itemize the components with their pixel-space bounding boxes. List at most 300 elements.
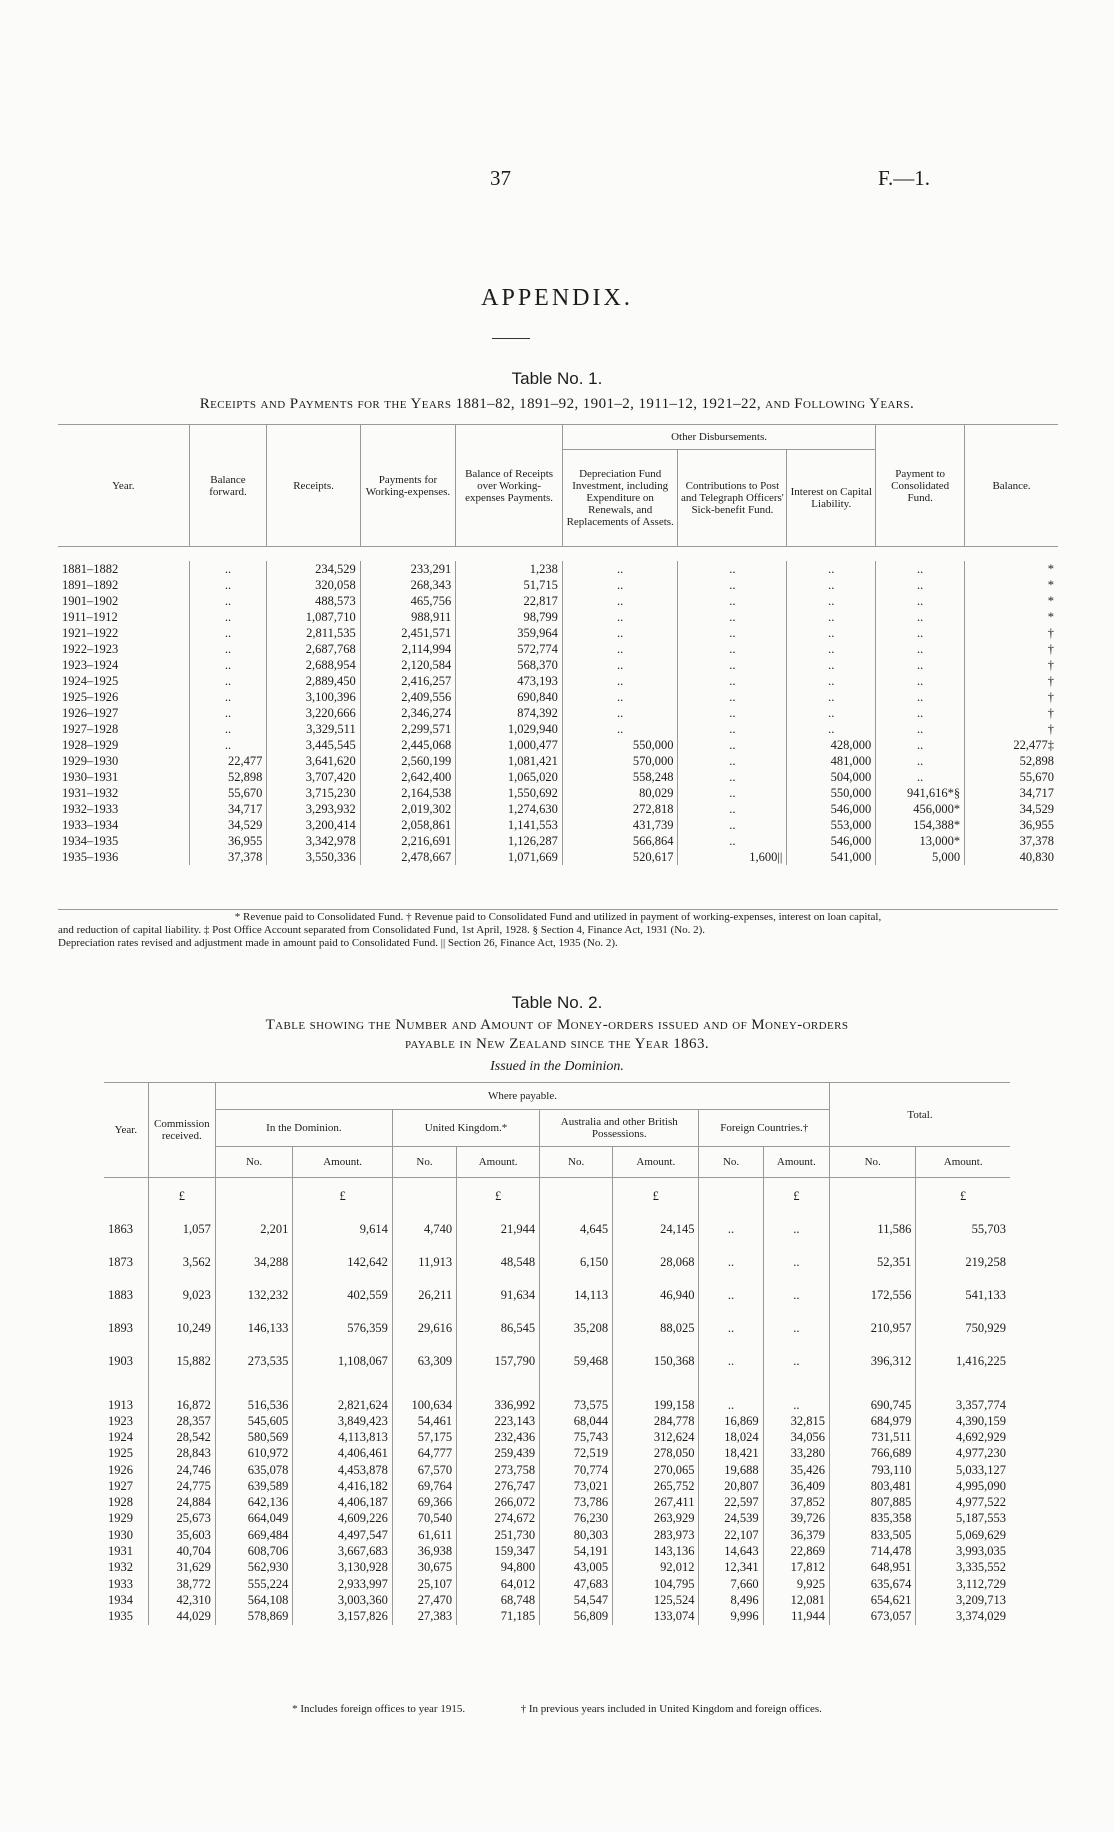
table-cell: 30,675 bbox=[392, 1560, 456, 1576]
table-cell: 1924–1925 bbox=[62, 673, 119, 688]
table-cell: 3,209,713 bbox=[916, 1592, 1010, 1608]
table-cell: .. bbox=[699, 1336, 763, 1369]
table-cell: 2,889,450 bbox=[267, 673, 360, 689]
table-cell: 359,964 bbox=[456, 625, 563, 641]
table-cell: 465,756 bbox=[360, 593, 456, 609]
table-cell: 2,478,667 bbox=[360, 849, 456, 865]
table-cell: 29,616 bbox=[392, 1303, 456, 1336]
table-cell: 750,929 bbox=[916, 1303, 1010, 1336]
t2-footnote: † In previous years included in United Kingdom and foreign offices. bbox=[520, 1703, 822, 1715]
table-cell: 473,193 bbox=[456, 673, 563, 689]
table-cell: .. bbox=[876, 593, 965, 609]
table-cell: 9,023 bbox=[148, 1270, 215, 1303]
table-row bbox=[58, 689, 1058, 705]
table-cell: 210,957 bbox=[830, 1303, 916, 1336]
table-cell: 550,000 bbox=[787, 785, 876, 801]
table-cell: 22,597 bbox=[699, 1494, 763, 1510]
table-cell: 34,529 bbox=[965, 801, 1058, 817]
table2-footnotes bbox=[0, 1703, 1114, 1715]
table-cell: 3,100,396 bbox=[267, 689, 360, 705]
table-cell: 37,378 bbox=[965, 833, 1058, 849]
table-cell: 516,536 bbox=[215, 1369, 292, 1413]
table-cell: 36,938 bbox=[392, 1543, 456, 1559]
table-row bbox=[104, 1527, 1010, 1543]
table-cell: .. bbox=[699, 1369, 763, 1413]
table-cell: 3,993,035 bbox=[916, 1543, 1010, 1559]
table-cell: .. bbox=[876, 625, 965, 641]
table-cell: .. bbox=[678, 785, 787, 801]
table-cell: 431,739 bbox=[562, 817, 678, 833]
table-cell: * bbox=[965, 609, 1058, 625]
table-cell: 1922–1923 bbox=[62, 641, 119, 656]
table-cell: 272,818 bbox=[562, 801, 678, 817]
table-cell: 3,357,774 bbox=[916, 1369, 1010, 1413]
table2 bbox=[104, 1082, 1010, 1625]
table-cell: 18,024 bbox=[699, 1429, 763, 1445]
table-cell: 1923–1924 bbox=[62, 657, 119, 672]
table-cell: 28,357 bbox=[148, 1413, 215, 1429]
table-cell: 1931–1932 bbox=[62, 785, 119, 800]
t1-footnote: Depreciation rates revised and adjustment made in amount paid to Consolidated Fund. || Section 26, Finance Act, 1935 (No. 2). bbox=[58, 937, 618, 949]
table-cell: 12,081 bbox=[763, 1592, 829, 1608]
table-cell: 520,617 bbox=[562, 849, 678, 865]
table-cell: 17,812 bbox=[763, 1560, 829, 1576]
table-cell: 251,730 bbox=[457, 1527, 540, 1543]
t2-pound-sign: £ bbox=[148, 1178, 215, 1205]
table-cell: 54,461 bbox=[392, 1413, 456, 1429]
table-cell: .. bbox=[189, 609, 267, 625]
table-cell: 312,624 bbox=[613, 1429, 699, 1445]
table-cell: 2,688,954 bbox=[267, 657, 360, 673]
table-cell: 43,005 bbox=[540, 1560, 613, 1576]
table-cell: 273,758 bbox=[457, 1462, 540, 1478]
table-cell: 1,274,630 bbox=[456, 801, 563, 817]
table-cell: .. bbox=[787, 609, 876, 625]
t2-header-uk: United Kingdom.* bbox=[392, 1110, 539, 1147]
table1-footnotes bbox=[58, 909, 1058, 950]
table-cell: 2,933,997 bbox=[293, 1576, 393, 1592]
table2-issued-label: Issued in the Dominion. bbox=[490, 1059, 624, 1074]
table-cell: 19,688 bbox=[699, 1462, 763, 1478]
t2-header-amount: Amount. bbox=[457, 1147, 540, 1178]
table-cell: 2,216,691 bbox=[360, 833, 456, 849]
table-cell: 488,573 bbox=[267, 593, 360, 609]
table-cell: 1,000,477 bbox=[456, 737, 563, 753]
table-cell: .. bbox=[678, 753, 787, 769]
page-number: 37 bbox=[490, 166, 511, 190]
table-cell: 92,012 bbox=[613, 1560, 699, 1576]
appendix-heading: APPENDIX. bbox=[481, 285, 633, 311]
table-cell: 3,707,420 bbox=[267, 769, 360, 785]
table-cell: .. bbox=[787, 641, 876, 657]
table-cell: 642,136 bbox=[215, 1494, 292, 1510]
table-cell: 731,511 bbox=[830, 1429, 916, 1445]
table-cell: 80,029 bbox=[562, 785, 678, 801]
table-cell: 2,299,571 bbox=[360, 721, 456, 737]
table-cell: 1,126,287 bbox=[456, 833, 563, 849]
table-cell: 35,208 bbox=[540, 1303, 613, 1336]
table-cell: 2,019,302 bbox=[360, 801, 456, 817]
table-cell: 4,390,159 bbox=[916, 1413, 1010, 1429]
table-cell: .. bbox=[787, 625, 876, 641]
table-cell: 4,113,813 bbox=[293, 1429, 393, 1445]
t1-header-depreciation: Depreciation Fund Investment, including Expenditure on Renewals, and Replacements of Assets. bbox=[562, 450, 678, 547]
table-cell: 1934 bbox=[108, 1592, 133, 1607]
table-cell: 34,056 bbox=[763, 1429, 829, 1445]
table-cell: 1930 bbox=[108, 1527, 133, 1542]
table-cell: 5,187,553 bbox=[916, 1511, 1010, 1527]
table-cell: 546,000 bbox=[787, 833, 876, 849]
table-cell: † bbox=[965, 641, 1058, 657]
table-cell: .. bbox=[763, 1303, 829, 1336]
table-cell: 1929–1930 bbox=[62, 753, 119, 768]
table-cell: 1928 bbox=[108, 1495, 133, 1510]
t2-subtitle-line: payable in New Zealand since the Year 1863. bbox=[404, 1036, 710, 1052]
table-cell: 2,416,257 bbox=[360, 673, 456, 689]
table-cell: 24,539 bbox=[699, 1511, 763, 1527]
table-cell: 2,560,199 bbox=[360, 753, 456, 769]
table-cell: 15,882 bbox=[148, 1336, 215, 1369]
table-cell: 36,955 bbox=[189, 833, 267, 849]
table-cell: 4,977,230 bbox=[916, 1446, 1010, 1462]
table-cell: 40,704 bbox=[148, 1543, 215, 1559]
table-cell: 22,107 bbox=[699, 1527, 763, 1543]
table-cell: 52,898 bbox=[189, 769, 267, 785]
table-cell: .. bbox=[763, 1369, 829, 1413]
table-cell: 125,524 bbox=[613, 1592, 699, 1608]
table-cell: 2,821,624 bbox=[293, 1369, 393, 1413]
table-row bbox=[104, 1204, 1010, 1237]
table-cell: 1913 bbox=[108, 1398, 133, 1412]
table-cell: 150,368 bbox=[613, 1336, 699, 1369]
table-row bbox=[58, 641, 1058, 657]
table-row bbox=[104, 1511, 1010, 1527]
t2-header-amount: Amount. bbox=[293, 1147, 393, 1178]
table-cell: 1932 bbox=[108, 1560, 133, 1575]
table-cell: 51,715 bbox=[456, 577, 563, 593]
table-cell: .. bbox=[189, 657, 267, 673]
t2-header-total: Total. bbox=[830, 1083, 1010, 1147]
table-row bbox=[58, 609, 1058, 625]
table-cell: 154,388* bbox=[876, 817, 965, 833]
table-cell: 7,660 bbox=[699, 1576, 763, 1592]
table-cell: 4,740 bbox=[392, 1204, 456, 1237]
table-cell: 40,830 bbox=[965, 849, 1058, 865]
table-row bbox=[58, 657, 1058, 673]
table-cell: .. bbox=[787, 593, 876, 609]
table-cell: 1933–1934 bbox=[62, 817, 119, 832]
table-cell: .. bbox=[678, 577, 787, 593]
table-cell: .. bbox=[876, 561, 965, 577]
table-cell: 1883 bbox=[108, 1288, 133, 1302]
table-cell: 2,445,068 bbox=[360, 737, 456, 753]
table-cell: .. bbox=[699, 1270, 763, 1303]
table-cell: 803,481 bbox=[830, 1478, 916, 1494]
table-cell: .. bbox=[876, 577, 965, 593]
table-cell: 2,164,538 bbox=[360, 785, 456, 801]
table-cell: .. bbox=[678, 705, 787, 721]
table2-title: Table No. 2. bbox=[511, 993, 603, 1012]
table-cell: 5,069,629 bbox=[916, 1527, 1010, 1543]
table-cell: 654,621 bbox=[830, 1592, 916, 1608]
table-cell: .. bbox=[189, 561, 267, 577]
table-cell: .. bbox=[562, 721, 678, 737]
table-cell: 22,477‡ bbox=[965, 737, 1058, 753]
table-cell: 4,416,182 bbox=[293, 1478, 393, 1494]
table-cell: .. bbox=[562, 657, 678, 673]
table-cell: .. bbox=[189, 577, 267, 593]
table-row bbox=[104, 1303, 1010, 1336]
table-cell: 568,370 bbox=[456, 657, 563, 673]
table-row bbox=[58, 625, 1058, 641]
table-cell: 1929 bbox=[108, 1511, 133, 1526]
table-row bbox=[58, 753, 1058, 769]
table-cell: 2,811,535 bbox=[267, 625, 360, 641]
table-cell: 3,130,928 bbox=[293, 1560, 393, 1576]
table-cell: 276,747 bbox=[457, 1478, 540, 1494]
table-cell: 1932–1933 bbox=[62, 801, 119, 816]
table-cell: .. bbox=[562, 673, 678, 689]
table-cell: 553,000 bbox=[787, 817, 876, 833]
table-row bbox=[104, 1446, 1010, 1462]
table-cell: 1891–1892 bbox=[62, 577, 119, 592]
table-cell: 157,790 bbox=[457, 1336, 540, 1369]
table-row bbox=[58, 593, 1058, 609]
table-cell: .. bbox=[678, 833, 787, 849]
table-cell: 3,200,414 bbox=[267, 817, 360, 833]
table-cell: 1863 bbox=[108, 1222, 133, 1236]
table-cell: 1881–1882 bbox=[62, 561, 119, 576]
table-cell: 24,775 bbox=[148, 1478, 215, 1494]
t1-footnote: and reduction of capital liability. ‡ Post Office Account separated from Consolidated Fund, 1st April, 1928. § Section 4, Finance Act, 1931 (No. 2). bbox=[58, 924, 706, 936]
table-cell: 21,944 bbox=[457, 1204, 540, 1237]
table-cell: 1926–1927 bbox=[62, 705, 119, 720]
table-cell: 59,468 bbox=[540, 1336, 613, 1369]
table-cell: 481,000 bbox=[787, 753, 876, 769]
table-cell: .. bbox=[678, 657, 787, 673]
table-cell: 807,885 bbox=[830, 1494, 916, 1510]
table-cell: 159,347 bbox=[457, 1543, 540, 1559]
table-cell: 580,569 bbox=[215, 1429, 292, 1445]
table-cell: 793,110 bbox=[830, 1462, 916, 1478]
table-cell: 3,335,552 bbox=[916, 1560, 1010, 1576]
table-cell: 2,409,556 bbox=[360, 689, 456, 705]
t1-footnote: * Revenue paid to Consolidated Fund. † Revenue paid to Consolidated Fund and utilized in payment of working-expenses, interest on loan capital, bbox=[234, 911, 882, 923]
table-cell: 320,058 bbox=[267, 577, 360, 593]
table-cell: 133,074 bbox=[613, 1609, 699, 1625]
table-cell: 69,764 bbox=[392, 1478, 456, 1494]
table-cell: 24,145 bbox=[613, 1204, 699, 1237]
table-cell: 88,025 bbox=[613, 1303, 699, 1336]
table-cell: 5,033,127 bbox=[916, 1462, 1010, 1478]
table-row bbox=[104, 1543, 1010, 1559]
table-cell: .. bbox=[678, 817, 787, 833]
table-cell: .. bbox=[787, 657, 876, 673]
table-cell: 35,426 bbox=[763, 1462, 829, 1478]
table-cell: 4,995,090 bbox=[916, 1478, 1010, 1494]
table-cell: 1925 bbox=[108, 1446, 133, 1461]
t2-header-where-payable: Where payable. bbox=[215, 1083, 829, 1110]
table-cell: 608,706 bbox=[215, 1543, 292, 1559]
table-cell: 1927 bbox=[108, 1478, 133, 1493]
table-cell: 9,996 bbox=[699, 1609, 763, 1625]
table-cell: 714,478 bbox=[830, 1543, 916, 1559]
table-cell: 610,972 bbox=[215, 1446, 292, 1462]
table-cell: .. bbox=[876, 753, 965, 769]
t1-header-consolidated: Payment to Consolidated Fund. bbox=[876, 425, 965, 547]
table-cell: .. bbox=[876, 657, 965, 673]
table-cell: 142,642 bbox=[293, 1237, 393, 1270]
table-cell: 55,670 bbox=[965, 769, 1058, 785]
table-cell: 684,979 bbox=[830, 1413, 916, 1429]
table-cell: 4,406,461 bbox=[293, 1446, 393, 1462]
table-cell: * bbox=[965, 593, 1058, 609]
t2-header-no: No. bbox=[215, 1147, 292, 1178]
table-cell: .. bbox=[562, 593, 678, 609]
table-cell: 73,575 bbox=[540, 1369, 613, 1413]
table-cell: 336,992 bbox=[457, 1369, 540, 1413]
table-cell: 1,087,710 bbox=[267, 609, 360, 625]
table-cell: 1924 bbox=[108, 1429, 133, 1444]
table-row bbox=[104, 1369, 1010, 1413]
table-cell: 504,000 bbox=[787, 769, 876, 785]
table-cell: 64,012 bbox=[457, 1576, 540, 1592]
table-row bbox=[58, 673, 1058, 689]
table-cell: .. bbox=[876, 689, 965, 705]
table-cell: 833,505 bbox=[830, 1527, 916, 1543]
table-row bbox=[104, 1413, 1010, 1429]
table-cell: 67,570 bbox=[392, 1462, 456, 1478]
table-cell: 26,211 bbox=[392, 1270, 456, 1303]
table-cell: 2,451,571 bbox=[360, 625, 456, 641]
table1-subtitle: Receipts and Payments for the Years 1881–82, 1891–92, 1901–2, 1911–12, 1921–22, and Following Years. bbox=[199, 396, 915, 412]
table-cell: .. bbox=[678, 737, 787, 753]
table-cell: 25,673 bbox=[148, 1511, 215, 1527]
table-cell: .. bbox=[763, 1270, 829, 1303]
table-cell: 273,535 bbox=[215, 1336, 292, 1369]
table-cell: 39,726 bbox=[763, 1511, 829, 1527]
t2-pound-sign: £ bbox=[457, 1178, 540, 1205]
table-cell: * bbox=[965, 577, 1058, 593]
table-cell: 28,843 bbox=[148, 1446, 215, 1462]
table-cell: 2,201 bbox=[215, 1204, 292, 1237]
table-cell: 172,556 bbox=[830, 1270, 916, 1303]
table-cell: .. bbox=[699, 1237, 763, 1270]
table-cell: .. bbox=[678, 801, 787, 817]
table-cell: 2,642,400 bbox=[360, 769, 456, 785]
table-cell: .. bbox=[562, 577, 678, 593]
table-cell: .. bbox=[678, 593, 787, 609]
table-cell: .. bbox=[876, 769, 965, 785]
table-cell: .. bbox=[678, 561, 787, 577]
table-row bbox=[58, 737, 1058, 753]
table-cell: 265,752 bbox=[613, 1478, 699, 1494]
table-cell: 4,497,547 bbox=[293, 1527, 393, 1543]
table-cell: 690,745 bbox=[830, 1369, 916, 1413]
table-cell: 1921–1922 bbox=[62, 625, 119, 640]
table-cell: .. bbox=[189, 689, 267, 705]
table-cell: 86,545 bbox=[457, 1303, 540, 1336]
table-cell: 263,929 bbox=[613, 1511, 699, 1527]
table-cell: 146,133 bbox=[215, 1303, 292, 1336]
table-cell: 232,436 bbox=[457, 1429, 540, 1445]
table-cell: 402,559 bbox=[293, 1270, 393, 1303]
page-header bbox=[0, 166, 1114, 196]
t2-header-amount: Amount. bbox=[916, 1147, 1010, 1178]
table-row bbox=[104, 1462, 1010, 1478]
table-cell: 1934–1935 bbox=[62, 833, 119, 848]
table-cell: .. bbox=[189, 625, 267, 641]
table-cell: 52,898 bbox=[965, 753, 1058, 769]
t2-header-foreign: Foreign Countries.† bbox=[699, 1110, 830, 1147]
table-cell: .. bbox=[678, 641, 787, 657]
table-cell: 874,392 bbox=[456, 705, 563, 721]
table-cell: 11,586 bbox=[830, 1204, 916, 1237]
table-cell: 578,869 bbox=[215, 1609, 292, 1625]
table-cell: 3,342,978 bbox=[267, 833, 360, 849]
table-cell: .. bbox=[562, 689, 678, 705]
table-cell: .. bbox=[562, 561, 678, 577]
table-cell: .. bbox=[678, 625, 787, 641]
table-cell: 68,044 bbox=[540, 1413, 613, 1429]
t1-header-payments: Payments for Working-expenses. bbox=[360, 425, 456, 547]
table-cell: 91,634 bbox=[457, 1270, 540, 1303]
table-cell: 61,611 bbox=[392, 1527, 456, 1543]
table-cell: .. bbox=[189, 641, 267, 657]
table-row bbox=[104, 1592, 1010, 1608]
table-cell: 3,374,029 bbox=[916, 1609, 1010, 1625]
table-cell: 234,529 bbox=[267, 561, 360, 577]
table-cell: 199,158 bbox=[613, 1369, 699, 1413]
table-cell: 3,715,230 bbox=[267, 785, 360, 801]
table-cell: 1,550,692 bbox=[456, 785, 563, 801]
table-cell: 48,548 bbox=[457, 1237, 540, 1270]
table-cell: 3,293,932 bbox=[267, 801, 360, 817]
table-cell: 36,379 bbox=[763, 1527, 829, 1543]
table-cell: 16,872 bbox=[148, 1369, 215, 1413]
table-cell: 27,470 bbox=[392, 1592, 456, 1608]
table-cell: 33,280 bbox=[763, 1446, 829, 1462]
table-cell: 233,291 bbox=[360, 561, 456, 577]
table-cell: 1,029,940 bbox=[456, 721, 563, 737]
table-cell: 2,687,768 bbox=[267, 641, 360, 657]
table-cell: .. bbox=[876, 705, 965, 721]
table-row bbox=[104, 1494, 1010, 1510]
table-cell: .. bbox=[678, 673, 787, 689]
table-cell: 73,786 bbox=[540, 1494, 613, 1510]
table-cell: 1911–1912 bbox=[62, 609, 118, 624]
table-cell: 3,849,423 bbox=[293, 1413, 393, 1429]
table-row bbox=[58, 561, 1058, 577]
table-cell: 32,815 bbox=[763, 1413, 829, 1429]
table-row bbox=[104, 1478, 1010, 1494]
table-cell: 3,550,336 bbox=[267, 849, 360, 865]
table-cell: 545,605 bbox=[215, 1413, 292, 1429]
table-cell: 669,484 bbox=[215, 1527, 292, 1543]
table-cell: 835,358 bbox=[830, 1511, 916, 1527]
table-cell: 4,692,929 bbox=[916, 1429, 1010, 1445]
table-row bbox=[58, 785, 1058, 801]
table-cell: 56,809 bbox=[540, 1609, 613, 1625]
table-cell: 396,312 bbox=[830, 1336, 916, 1369]
table-cell: 1926 bbox=[108, 1462, 133, 1477]
table-cell: † bbox=[965, 689, 1058, 705]
table-cell: 34,717 bbox=[965, 785, 1058, 801]
table-cell: 5,000 bbox=[876, 849, 965, 865]
table-cell: 988,911 bbox=[360, 609, 456, 625]
table-cell: 24,746 bbox=[148, 1462, 215, 1478]
table-cell: † bbox=[965, 657, 1058, 673]
